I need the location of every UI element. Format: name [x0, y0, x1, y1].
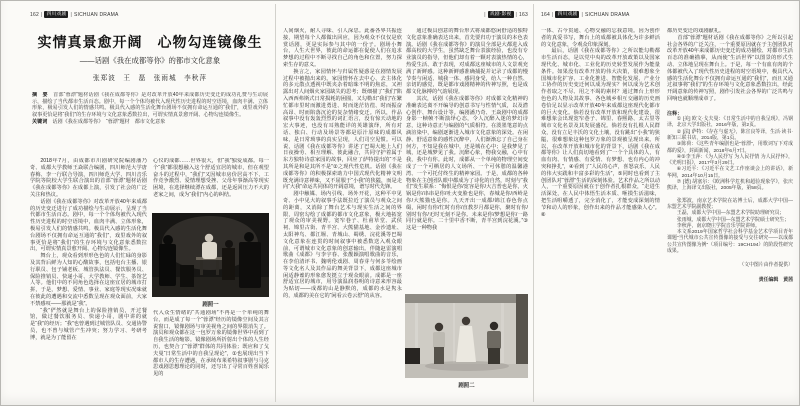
journal-name-en: SICHUAN DRAMA — [73, 11, 119, 18]
page-number: 162 — [30, 11, 39, 18]
paragraph: 2018年7月，由成都市川剧研究院编剧潘乃奇、成都大学教师王焱联合编剧，四川师范大学唐春梅、李一行联合导演，四川师范大学、四川音乐学院等院校大学生联合演出的首部“蓉漂”题材话剧《我在成都等你》在成都上演，引发了社会的广泛关注和热议。 — [30, 158, 147, 198]
page-number: 164 — [541, 11, 550, 18]
page-header-163 — [400, 11, 528, 18]
paragraph: 张郑波，南京艺术学院在站博士后，成都大学中国—东盟艺术学院副教授； — [667, 198, 793, 210]
journal-name-chip: 四川戏剧 — [557, 12, 578, 17]
paragraph: 话剧《我在成都等你》对改革开放40年来成都的历史变迁进行了成功描绘与生动展示，呈现了当代都市生活百态。剧中，每一个个体均被代入现代性历史进程的时空语境中，血肉丰满、立体形象，极易引发人们的情感共鸣。极具代入感的生活化舞台剧场不仅拥有命运互通的“我们”，戏里戏外的叙事更恰是将“我们”的生存环境与文化意象悉数拉出，可谓实情真景愈开阔、心物勾连镜像生。 — [30, 198, 147, 253]
column-162-2-bottom — [153, 310, 269, 398]
section-name-chip: 戏剧·影视 — [489, 12, 512, 17]
paragraph-list — [406, 28, 528, 232]
column-163-1 — [283, 28, 402, 396]
article-subtitle: ——话剧《我在成都等你》的都市文化意象 — [79, 56, 221, 65]
journal-name-en: SICHUAN DRAMA — [584, 11, 630, 18]
notes-block — [667, 111, 793, 193]
journal-name-chip: 四川戏剧 — [46, 12, 67, 17]
photo-caption-1: 剧照一 — [202, 302, 219, 308]
paragraph: 其次，话剧《我在成都等你》对成都文化精神的准确表达离不开编导的创意书写与性情气质，以及潜心创作、舞台设计等。编剧潘乃奇、王焱剧中的成都身影一帧帧不断演绎心态，令人沉醉入迷的梦幻诗意，这种诗意正与编剧的气质相符。在泼墨笔意的点滴渲染中，编剧逐渐进入城市文化意象的深处。在闲静、舒适意象的感性沉醉中，人们渐渐忘了自己身在何方，不知是我在城中，还是城在心中；是我梦见了城，还是城梦见了我。沉醉心象，物我交融，心中有我，我中有你。此时，成都从一个单纯的物理空间变成了一个可栖居的人文场所、一个可休憩的温馨港湾、一个可托付终生的精神家园。于是，成都的各种物象在主创团队眼中都成为了诗化的自然，时刻与“我们”发生联系：“悔恨是你/宽容是你/大吉普也是你，火锅是你/串串是你/吐火变脸也是你，春城是你/西岭是你/大熊猫也是你。九天开出一成都/锦江春色你点缀，闲时有你/忙时有你/直教岁月都是你，聚时有你/别时有你/无时无刻不是你。未来是你/梦想是你/一路同行就是你。二十里中香不断，青羊宫到浣花溪。”③这是一种物我 — [406, 95, 528, 232]
divider: | — [515, 11, 518, 18]
author-bios — [667, 199, 793, 284]
column-163-2 — [406, 28, 528, 292]
paragraph: 代入众生情绪的“共通剧场”不再是一个单纯的舞台，而是成了每一个“蓉漂”经历的镜像空间及其言说窗口，镜像剧场与审美视角之间的界限消失了。演员和观众都在这一包罗万象的镜像世界中看到了自我生活的缩影。镜像剧场所折射出个体的人生经历，也契合了“蓉漂”群体的共同体验；既应和了戈夫曼“日常生活中的自我呈现论”，①也展现出当下都市人的生存遭遇，在承续布莱希特叙事剧与马克思戏剧思想理论的同时，还写出了寻常百姓喜闻乐见的 — [153, 310, 269, 378]
paragraph: 心仪的成都……世界很大，但“我”独爱成都。每一个“我”都很想融入这个舒适宜居的城市，但在观望奋斗的过程中，“我们”又因城市房价居高不下、工作竞争激烈、爱情理想受挫、父母年事渐高等现实困境，在选择继续漂在成都，还是返回压力不大的老家之间，成为“我们”内心的纠结。 — [153, 158, 269, 198]
keywords-label: 关键词 — [32, 119, 48, 125]
paragraph: 舞台上，观众看到形形色色的人们忙碌的身影及其背后鲜为人知的心酸故事，包括电台主播、银行职员、包子铺老板、城管执法员、餐饮服务员、保险推销员、快递小哥、大学教师、学生、茶馆艺人等。他们中的不同角色选择在这座宜居的城市打拼，于是，梦想、爱情、事业、家庭等现实况味就在彼此的遭遇和交流中悉数呈现在观众面前，大家不禁感叹——那就是“我”。 — [30, 253, 147, 307]
paragraph: ③陈荷：《这些青年编剧也是“蓉漂”，用歌词写下对成都的爱》，封面新闻，2018年6月7日。 — [667, 142, 793, 154]
paragraph: 一体、古今贯通、心物交融的忘我意境。因为创作者的真爱书写，舞台上的成都被具体化为许多鲜活的文化意象，令观众印象深刻。 — [541, 28, 660, 48]
notes-list — [667, 117, 793, 193]
column-164-1 — [541, 28, 660, 398]
paragraph: 李秋萍，南京晓庄学院音乐学院讲师。 — [676, 223, 760, 229]
keywords-text: 话剧《我在成都等你》 “蓉漂”题材 都市文化意象 — [52, 119, 166, 125]
stage-photo-bright-art — [405, 294, 528, 378]
paragraph: ④⑤李玉萍：《为人民抒写 为人民抒情 为人民抒怀》，《光明日报》，2017年3月29日。 — [667, 154, 793, 167]
page-gutter-right — [533, 4, 534, 402]
paragraph: 首部“蓉漂”题材话剧《我在成都等你》之所以引起社会各界的广泛关注，一个重要原因就在于主创团队对改革开放40年来成都历史变迁的成功描绘、对都市生活百态的准确描摹，从而使“生活世界”以图景的形式生动、立体地呈现在舞台上。于是，每一个有血有肉的个体都被代入了现代性历史进程的时空语境中，极具代入感的生活化舞台不仅拥有命运互通的“我们”，而且又通过叙事将“我们”的生存环境与文化意象悉数拉出，经此开阔意象的传神写照，剧作引发社会各界的广泛共鸣与回响也就顺理成章了。 — [667, 34, 793, 102]
paragraph-list — [30, 158, 147, 342]
paragraph-list — [541, 48, 660, 218]
abstract-block — [32, 92, 268, 154]
divider: | — [40, 11, 43, 18]
paragraph-list — [283, 69, 402, 300]
article-authors: 张郑波 王 磊 张雨城 李秋萍 — [93, 75, 207, 82]
column-162-2-top — [153, 158, 269, 211]
paragraph: “我”俨然就是舞台上的保险推销员，开过餐馆，做过餐饮服务员、快递小哥，剧中讲的就是“我”的经历；“我”也曾遇到过城管队员、交通协警员，也不曾与城管产生冲突；努力学习、考研考博，就是为了能留在 — [30, 307, 147, 341]
paragraph: 最后，话剧《我在成都等你》之所以能勾勒都市生活百态，是以党中央的改革开放政策以及国家现代化、城市化、工业化的历史转型发展作为能量条件。如果没有改革开放的伟大决策，很难想象全国城市化扩容、工业化推进、智能化发展、产业分工协作的历史变迁何以成为现实？何以成为艺术创作者取之不尽、用之不竭的素材？通过舞台上形形色色的人物及其故事、各色城乡相互交融的历史画卷恰足以显示改革开放40年来成都这座现代化都市的巨大变化。倘若没有改革开放和现代化建设，很难想象会出现宽窄巷子、锦里、春熙路、太古里等城市文化名景及其发展盛况。倘若没有扎根人民群众，没有立足丰沃的文化土壤，没有跳出“小我”的狭隘，很难想象这种包罗万象的景观被呈现出来。所以，在改革开放和城市化的背景下，话剧《我在成都等你》让人们真切地看到了“一个个具体的人，有血有肉、有情感、有爱情、有梦想、也有内心的冲突和挣扎”，④看到了“人民的心声，喜怒哀乐，人民的伟大实践和丰富多彩的生活”，⑤同时也看到了主创团队对“蓉漂”生活的深刻体验。艺术作品之所以动人，一个重要原因就在于创作者扎根群众，“走进生活深处，在人民中体悟生活本质、咂摸生活滋味，把生活咀嚼透了，完全消化了，才能变成深刻的情节和动人的形象，创作出来的作品才能感染人心”。⑥ — [541, 48, 660, 218]
page-header-164 — [541, 11, 630, 18]
page-header-162 — [30, 11, 119, 18]
article-title: 实情真景愈开阔 心物勾连镜像生 — [37, 34, 263, 50]
divider: | — [551, 11, 554, 18]
paragraph: 通过极具创意的舞台形式将成都悠闲舒适的独特文化意象准确表达出来，首先要归功于演员的本色表演。话剧《我在成都等你》的演员全部是大都进入成都高校的大学生，虽然缺乏舞台表演经验，也没有专业演员的指导，但他们却有着一颗对表演热情的心，热爱生活、敢于表现，对成都这座城市的人文景观充满了新鲜感。这种新鲜感准确捕捉并记录了成都的慢节奏与闲适、城我一体、感同身受，给人一种自然、亲切的感觉，既是都市戏剧精神的传神写照，也是成都文化脉搏的气韵展现。 — [406, 28, 528, 96]
abstract-text: 首部“蓉漂”题材话剧《我在成都等你》是对改革开放40年来成都历史变迁的成功礼赞与生动展示，描绘了当代都市生活百态。剧中，每一个个体均被代入现代性历史进程的时空语境，血肉丰满、立体形象，极易引发人们的情感共鸣。极具代入感的生活化舞台剧场不仅拥有命运互通的“我们”，戏里戏外的叙事更恰是将“我们”的生存环境与文化意象悉数拉出，可谓实情真景愈开阔、心物勾连镜像生。 — [32, 92, 268, 118]
divider: | — [581, 11, 583, 18]
paragraph: 王磊，成都大学中国—东盟艺术学院助理研究员； — [676, 211, 785, 217]
stage-photo-bright — [405, 294, 528, 378]
paragraph: ② [法] 萨特：《存在与虚无》，陈宣良等译，生活·读书·新知三联书店，2014版，第1页。 — [667, 129, 793, 141]
keywords — [32, 119, 268, 126]
abstract — [32, 92, 268, 118]
column-164-2 — [667, 28, 793, 400]
abstract-label: 摘 要 — [32, 92, 48, 98]
paragraph: 本文系2019年国家哲学社会科学基金艺术学项目青年课题“当代城市公共宣传图像的接受与交往研究——以成都公共宣传图像为例”（项目编号：19CH194）的阶段性研究成果。 — [667, 230, 793, 254]
stage-photo-dark-art — [152, 213, 269, 297]
notes-label: 注释： — [667, 110, 683, 117]
page-gutter-left — [275, 4, 276, 402]
image-credit: （文中图片由作者提供） — [739, 263, 793, 269]
paragraph-list — [667, 35, 793, 103]
bios-list — [667, 199, 793, 256]
paragraph: 都历史变迁的戏剧献礼。 — [667, 28, 725, 34]
paragraph: 张雨城，成都大学中国—东盟艺术学院硕士研究生； — [676, 217, 790, 223]
page-number: 163 — [519, 11, 528, 18]
paragraph: 换言之，家园情怀与归属性疑惑是在剧情发展过程中被抛出来的。家园情怀在去中心、去主体化的多元散点透视中既夹杂着暗昧不明的焦虑，又袒露出对人间烟火家园缺失的思考；既细描了“我们”陷入西西弗斯式日常损耗的困囿，又勾勒出“我们”在繁忙都市里时而激进勇进、时而迷茫彷徨、时而振奋高昂、时而陷落沉沦的复杂情绪变迁。所以，作品叙事中没有轰轰烈烈的词汇语言，没有惊天动地的宏大事迹，也没有耳熟能详的英雄演绎，所有对话、独白、行动及场景等都是原汁原味的成都风味，是日常琐事的真实呈现，人们司空见惯。可以说，话剧《我在成都等你》讲述了巴蜀大地上人们日夜操劳、相互理解、彼此融合，共同守护着属于东方独特诗意家园的故事，回应了萨特提出的“不是其所是和是其所不是”②之现代性危机。话剧《我在成都等你》的积极探索助力中国式现代化精神文明既充满诗意禅味，又不屈服于“小我”的狭隘，而是走向“大我”命运共同体的开阔意境，谱写时代先锋。 — [283, 68, 402, 191]
paragraph: ① [美] 欧文·戈夫曼：《日常生活中的自我呈现》，冯钢译，北京大学出版社，2016年版，第2页。 — [667, 117, 793, 129]
paragraph: ⑥习近平：《习近平在文艺工作座谈会上的讲话》，新华网，2014年10月15日。 — [667, 167, 793, 179]
stage-photo-dark — [152, 213, 269, 297]
responsible-editor: 责任编辑 黄茜 — [758, 277, 793, 283]
divider: | — [484, 11, 486, 18]
paragraph: 剧中触媒、场内引线、场外开花，这种平中见奇、小中见大的叙事手法既拉近了演员与观众之间的距离，又消除了舞台艺术与现实生活之间的界限，周密勾绘了成都的都市文化意象，极大地拓宽了观众的审美视野。宽窄巷子、杜甫草堂、武侯祠、锦里古街、青羊宫、大熊猫基地、金沙遗址、太阳神鸟、都江堰、青城山、蜀绣、浣花溪等巴蜀文化意象在连贯的时间叙事中被悉数送入观众眼前，可谓城市文化意象的创意输出。伴随赵雷演唱歌曲《成都》与李宇春、张靓颖演唱歌曲的音乐，在李伯清评书、魏明伦戏剧、周春芽与何多苓绘画等文化名人及其作品的舞美背景下，成都这座城市闲适静谧的形象愈发挺立于观众眼前。成都是一座舒适宜居的城市，用导演温润春明的诗意来形容最为贴切——成都的山是静默的，成都的水是隽永的，成都的美在它的“闲看云卷云舒”的从容。 — [283, 191, 402, 300]
divider: | — [70, 11, 72, 18]
paragraph: ⑦ [德] 胡塞尔：《欧洲科学危机和超验现象学》，张庆熊译，上海译文出版社，2005年版，第58页。 — [667, 180, 793, 192]
paragraph: 人间烟火，耐人寻味、引人深思。此番各界共振连接，期望每个人都做出回应，因为观众不仅仅是欣赏话剧，更是实际参与其中的一份子。剧场小舞台，人生大世界，彼此的命运都在促使人们在追求梦想的过程中不断寻找自己的角色和位置，努力探索生存的意义。 — [283, 28, 402, 68]
photo-caption-2: 剧照二 — [458, 383, 475, 389]
column-162-1 — [30, 158, 147, 398]
